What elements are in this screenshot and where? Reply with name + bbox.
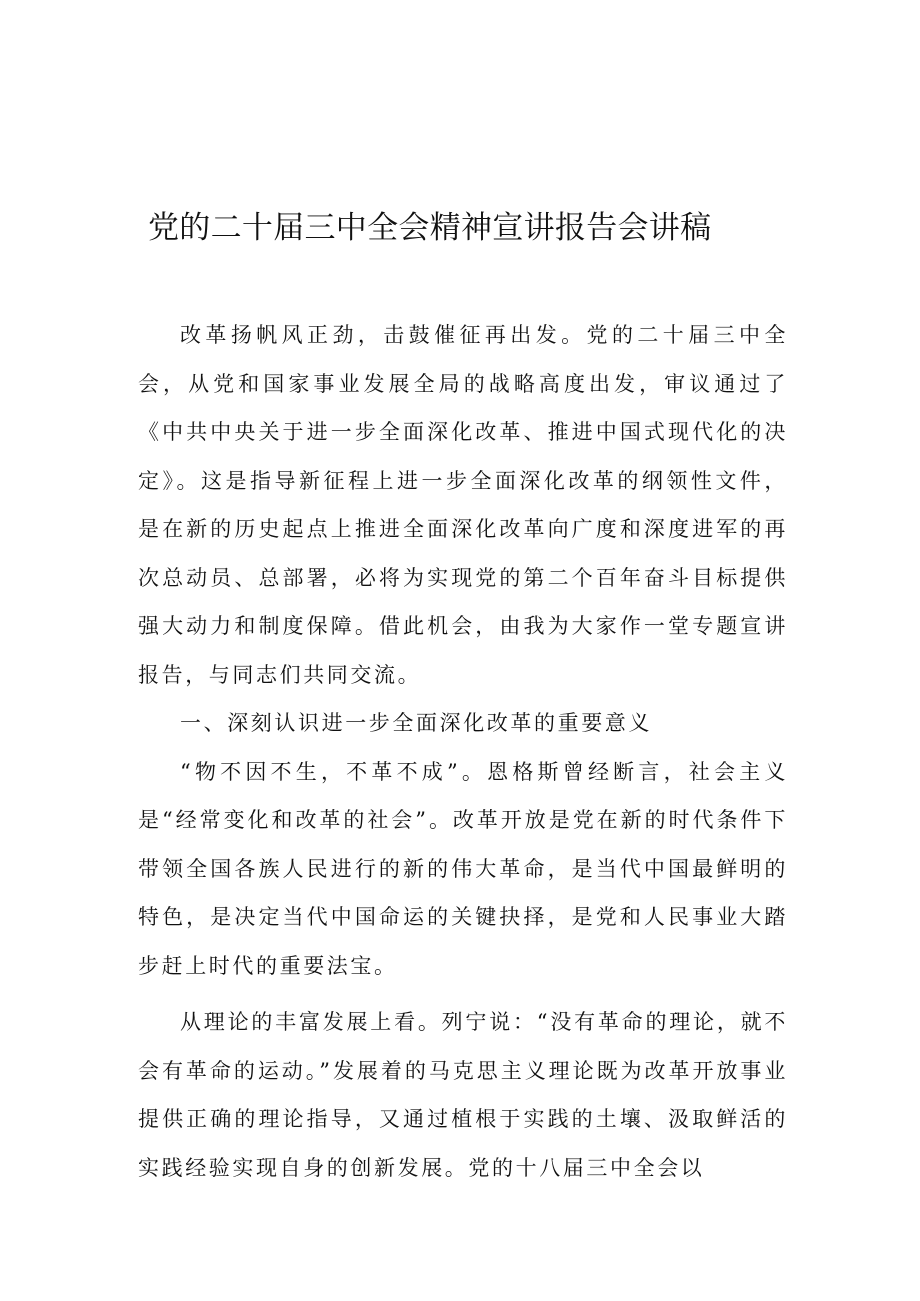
document-body (138, 311, 788, 1192)
body-paragraph-1: “物不因不生，不革不成”。恩格斯曾经断言，社会主义是“经常变化和改革的社会”。改革开放是党在新的时代条件下带领全国各族人民进行的新的伟大革命，是当代中国最鲜明的特色，是决定当代中国命运的关键抉择，是党和人民事业大踏步赶上时代的重要法宝。 (138, 759, 788, 978)
body-paragraph-2: 从理论的丰富发展上看。列宁说：“没有革命的理论，就不会有革命的运动。”发展着的马克思主义理论既为改革开放事业提供正确的理论指导，又通过植根于实践的土壤、汲取鲜活的实践经验实现自身的创新发展。党的十八届三中全会以 (138, 1010, 788, 1180)
document-title: 党的二十届三中全会精神宣讲报告会讲稿 (148, 210, 712, 246)
intro-paragraph: 改革扬帆风正劲，击鼓催征再出发。党的二十届三中全会，从党和国家事业发展全局的战略高度出发，审议通过了《中共中央关于进一步全面深化改革、推进中国式现代化的决定》。这是指导新征程上进一步全面深化改革的纲领性文件，是在新的历史起点上推进全面深化改革向广度和深度进军的再次总动员、总部署，必将为实现党的第二个百年奋斗目标提供强大动力和制度保障。借此机会，由我为大家作一堂专题宣讲报告，与同志们共同交流。 (138, 323, 788, 687)
section-heading-1: 一、深刻认识进一步全面深化改革的重要意义 (180, 711, 652, 735)
